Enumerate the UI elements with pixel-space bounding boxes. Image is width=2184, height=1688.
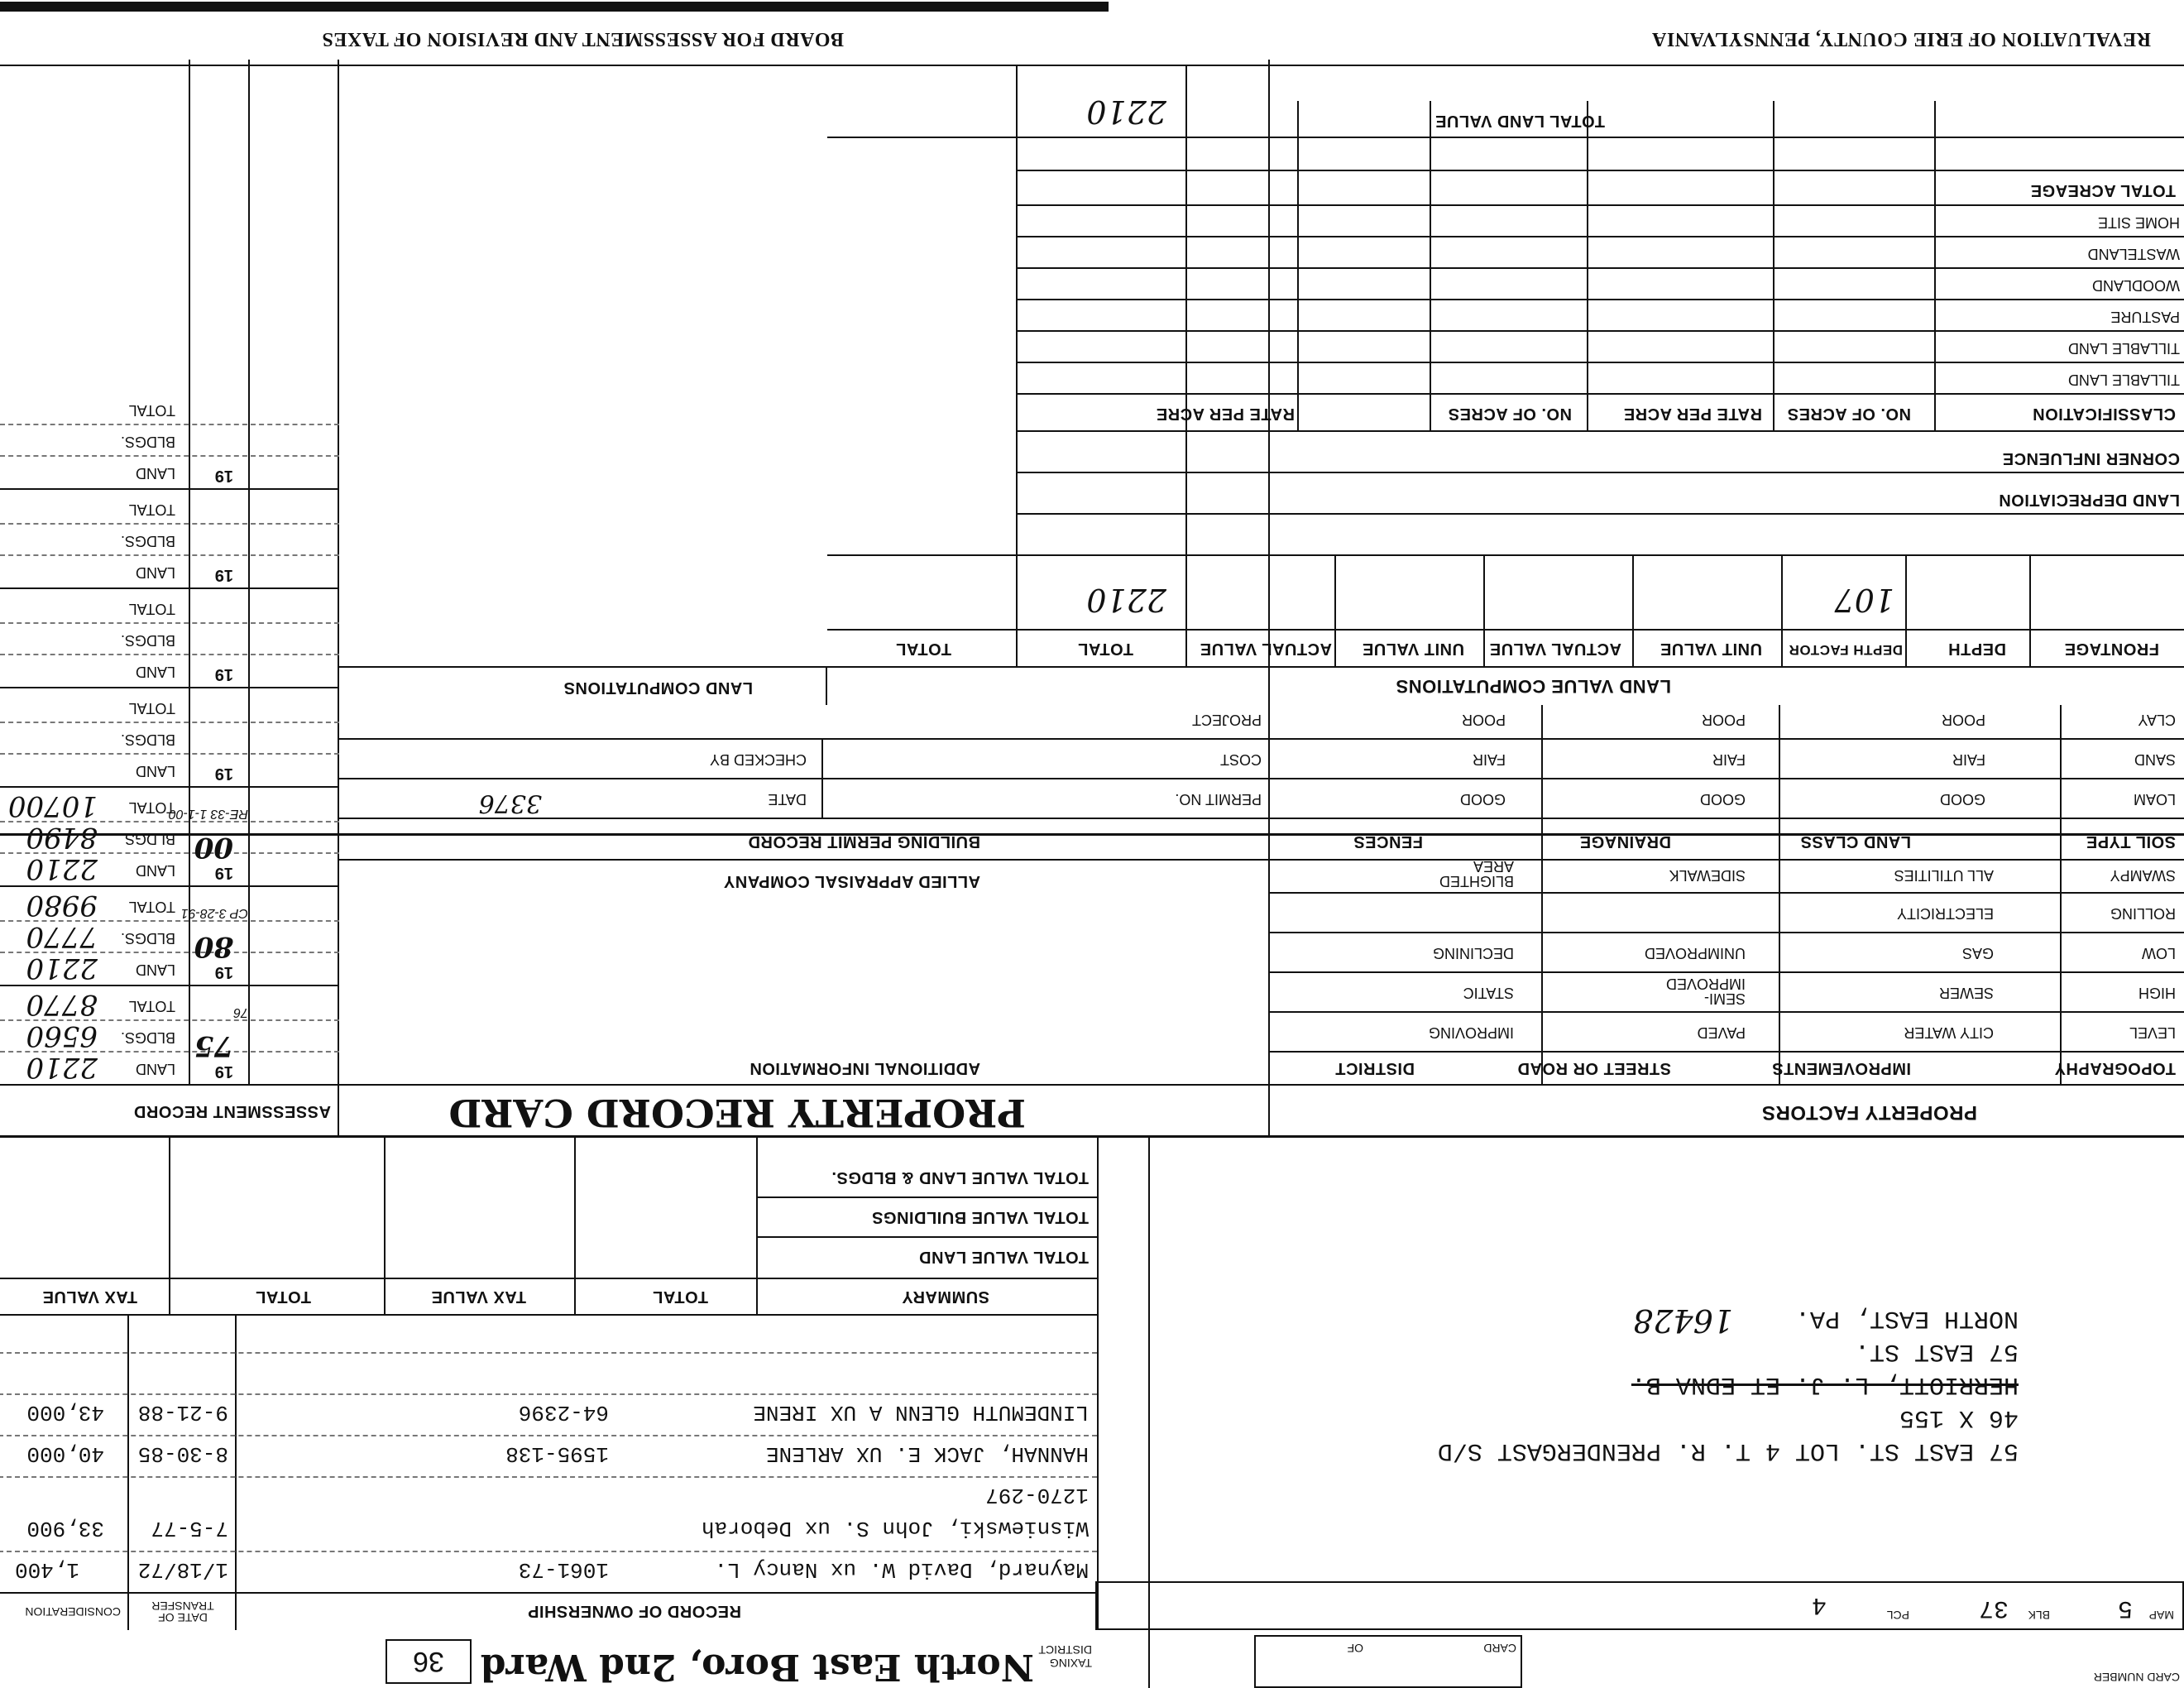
taxing-district: North East Boro, 2nd Ward <box>480 1646 1034 1688</box>
owner-2: Wisniewski, John S. ux Deborah <box>701 1516 1089 1541</box>
level: LEVEL <box>2129 1024 2176 1041</box>
permit-date-value: 3376 <box>478 789 542 818</box>
improving: IMPROVING <box>1428 1024 1514 1041</box>
property-factors-title: PROPERTY FACTORS <box>1761 1101 1977 1124</box>
sand: SAND <box>2134 751 2176 768</box>
owner-3: HANNAH, JACK E. UX ARLENE <box>765 1441 1089 1466</box>
col-fences: FENCES <box>1353 832 1423 851</box>
all-utilities: ALL UTILITIES <box>1894 867 1994 884</box>
assessment-bldgs-label: BLDGS. <box>120 533 175 549</box>
col-unit-value: UNIT VALUE <box>1660 640 1762 658</box>
summary-row-bldgs: TOTAL VALUE BUILDINGS <box>871 1208 1089 1226</box>
wasteland: WASTELAND <box>2087 246 2180 262</box>
permit-no-label: PERMIT NO. <box>1175 791 1262 808</box>
assessment-year-prefix: 19 <box>214 765 233 783</box>
col-classification: CLASSIFICATION <box>2032 405 2176 423</box>
col-total-2: TOTAL <box>895 640 951 658</box>
blk-label: BLK <box>2028 1609 2050 1622</box>
assessment-year-prefix: 19 <box>214 864 233 882</box>
col-actual-value-2: ACTUAL VALUE <box>1200 640 1332 658</box>
ownership-title: RECORD OF OWNERSHIP <box>527 1602 741 1620</box>
of-label: OF <box>1347 1642 1363 1655</box>
assessment-land-label: LAND <box>135 465 175 482</box>
col-actual-value: ACTUAL VALUE <box>1489 640 1621 658</box>
col-no-of-acres-2: NO. OF ACRES <box>1448 405 1572 423</box>
assessment-block <box>0 389 339 490</box>
total-acreage: TOTAL ACREAGE <box>2030 181 2176 199</box>
assessment-note: 76 <box>233 1005 248 1019</box>
sidewalk: SIDEWALK <box>1669 867 1746 884</box>
fair-3: FAIR <box>1472 751 1506 768</box>
assessment-total-value: 10700 <box>7 789 98 822</box>
sewer: SEWER <box>1938 985 1994 1001</box>
static: STATIC <box>1463 985 1514 1001</box>
assessment-block <box>0 985 339 1086</box>
consideration-col: CONSIDERATION <box>25 1605 121 1618</box>
col-street-or-road: STREET OR ROAD <box>1517 1059 1671 1077</box>
assessment-year-prefix: 19 <box>214 566 233 584</box>
col-soil-type: SOIL TYPE <box>2086 832 2176 851</box>
assessment-land-value: 2210 <box>26 1051 98 1084</box>
date-4: 9-21-88 <box>137 1400 228 1425</box>
unimproved: UNIMPROVED <box>1644 945 1746 961</box>
assessment-record-title: ASSESSMENT RECORD <box>133 1102 331 1120</box>
tillable-land-1: TILLABLE LAND <box>2067 372 2180 388</box>
col-drainage: DRAINAGE <box>1579 832 1671 851</box>
assessment-total-value: 9980 <box>26 889 98 922</box>
col-depth-factor: DEPTH FACTOR <box>1789 642 1903 658</box>
total-land-value-label: TOTAL LAND VALUE <box>1434 112 1605 130</box>
assessment-note: CP 3-28-91 <box>180 906 248 920</box>
project-label: PROJECT <box>1191 712 1262 728</box>
corner-influence: CORNER INFLUENCE <box>2002 449 2180 468</box>
assessment-bldgs-label: BLDGS. <box>120 1029 175 1046</box>
good-2: GOOD <box>1699 791 1746 808</box>
col-frontage: FRONTAGE <box>2064 640 2159 658</box>
fair-2: FAIR <box>1712 751 1746 768</box>
assessment-block <box>0 587 339 688</box>
summary-row-land-bldgs: TOTAL VALUE LAND & BLDGS. <box>831 1168 1089 1187</box>
col-total: TOTAL <box>1077 640 1133 658</box>
poor-3: POOR <box>1461 712 1506 728</box>
assessment-land-label: LAND <box>135 564 175 581</box>
land-depreciation: LAND DEPRECIATION <box>1998 491 2180 509</box>
col-topography: TOPOGRAPHY <box>2054 1059 2176 1077</box>
legal-description: 57 EAST ST. LOT 4 T. R. PRENDERGAST S/D <box>1437 1436 2019 1465</box>
additional-info-section <box>339 705 1270 1086</box>
blighted-area: BLIGHTED AREA <box>1439 858 1514 890</box>
assessment-total-label: TOTAL <box>128 998 175 1014</box>
taxing-district-label: TAXING DISTRICT <box>1038 1643 1092 1670</box>
card-number-label: CARD NUMBER <box>2093 1671 2180 1684</box>
consideration-1: 1,400 <box>14 1557 79 1582</box>
assessment-bldgs-label: BLDGS. <box>120 930 175 947</box>
semi-improved: SEMI-IMPROVED <box>1665 976 1746 1007</box>
map-label: MAP <box>2148 1609 2174 1622</box>
assessment-total-label: TOTAL <box>128 501 175 518</box>
rolling: ROLLING <box>2110 905 2176 922</box>
previous-owner: HERRIOTT, L. J. ET EDNA B. <box>1631 1370 2019 1398</box>
checked-by-label: CHECKED BY <box>709 751 807 768</box>
col-unit-value-2: UNIT VALUE <box>1362 640 1464 658</box>
assessment-land-label: LAND <box>135 1061 175 1077</box>
card-box <box>1254 1635 1522 1688</box>
assessment-total-value: 8770 <box>26 988 98 1021</box>
col-improvements: IMPROVEMENTS <box>1771 1059 1911 1077</box>
consideration-2: 33,900 <box>26 1516 104 1541</box>
assessment-block <box>0 488 339 589</box>
assessment-block <box>0 885 339 986</box>
assessment-land-label: LAND <box>135 862 175 879</box>
assessment-year-prefix: 19 <box>214 467 233 485</box>
assessment-total-label: TOTAL <box>128 700 175 717</box>
assessment-land-label: LAND <box>135 664 175 680</box>
summary-title: SUMMARY <box>901 1288 989 1306</box>
permit-cost-label: COST <box>1219 751 1262 768</box>
map-blk-pcl-row <box>1095 1581 2184 1630</box>
assessment-bldgs-label: BLDGS. <box>120 831 175 847</box>
high: HIGH <box>2138 985 2176 1001</box>
assessment-total-label: TOTAL <box>128 899 175 915</box>
assessment-land-value: 2210 <box>26 952 98 985</box>
woodland: WOODLAND <box>2091 277 2180 294</box>
land-value-computations-band <box>339 666 2184 705</box>
deed-4: 64-2396 <box>518 1400 609 1425</box>
clay: CLAY <box>2138 712 2176 728</box>
deed-1: 1061-73 <box>518 1557 609 1582</box>
ownership-section <box>0 1138 1099 1630</box>
assessment-year-prefix: 19 <box>214 665 233 683</box>
assessment-year-prefix: 19 <box>214 963 233 981</box>
assessment-bldgs-value: 6560 <box>26 1019 98 1053</box>
poor-1: POOR <box>1941 712 1985 728</box>
property-factors-grid <box>1270 705 2184 1086</box>
land-grid <box>827 66 2184 668</box>
declining: DECLINING <box>1432 945 1514 961</box>
assessment-year: 75 <box>194 1029 233 1062</box>
assessment-land-label: LAND <box>135 961 175 978</box>
pcl-label: PCL <box>1886 1609 1909 1622</box>
summary-tax-value-col-2: TAX VALUE <box>42 1288 137 1306</box>
col-land-class: LAND CLASS <box>1800 832 1911 851</box>
revaluation-title: REVALUATION OF ERIE COUNTY, PENNSYLVANIA <box>1651 28 2151 50</box>
land-value-computations-title: LAND VALUE COMPUTATIONS <box>1396 676 1671 697</box>
board-title: BOARD FOR ASSESSMENT AND REVISION OF TAXES <box>322 28 844 50</box>
card-label: CARD <box>1483 1642 1516 1655</box>
deed-3: 1595-138 <box>505 1441 609 1466</box>
map-value: 5 <box>2117 1594 2133 1622</box>
assessment-total-label: TOTAL <box>128 799 175 816</box>
assessment-block <box>0 786 339 887</box>
assessment-year: 80 <box>194 930 233 963</box>
swampy: SWAMPY <box>2110 867 2176 884</box>
owner-4: LINDEMUTH GLENN A UX IRENE <box>753 1400 1089 1425</box>
good-1: GOOD <box>1939 791 1985 808</box>
assessment-bldgs-label: BLDGS. <box>120 731 175 748</box>
deed-2: 1270-297 <box>985 1483 1089 1508</box>
home-site: HOME SITE <box>2097 214 2180 231</box>
summary-total-col-2: TOTAL <box>255 1288 311 1306</box>
assessment-block <box>0 687 339 788</box>
assessment-total-label: TOTAL <box>128 601 175 617</box>
loam: LOAM <box>2133 791 2176 808</box>
consideration-3: 40,000 <box>26 1441 104 1466</box>
gas: GAS <box>1961 945 1994 961</box>
assessment-land-value: 2210 <box>26 852 98 885</box>
assessment-land-label: LAND <box>135 763 175 779</box>
property-record-card-title: PROPERTY RECORD CARD <box>448 1091 1026 1135</box>
assessment-year: 00 <box>194 831 233 864</box>
summary-row-land: TOTAL VALUE LAND <box>918 1248 1089 1266</box>
consideration-4: 43,000 <box>26 1400 104 1425</box>
pasture: PASTURE <box>2110 309 2180 325</box>
permit-date-label: DATE <box>768 791 807 808</box>
col-district: DISTRICT <box>1334 1059 1415 1077</box>
allied-appraisal: ALLIED APPRAISAL COMPANY <box>723 872 980 890</box>
low: LOW <box>2141 945 2176 961</box>
assessment-year-prefix: 19 <box>214 1062 233 1081</box>
land-total-value: 2210 <box>1086 582 1166 618</box>
summary-total-col: TOTAL <box>652 1288 708 1306</box>
pcl-value: 4 <box>1811 1590 1827 1618</box>
assessment-bldgs-label: BLDGS. <box>120 632 175 649</box>
poor-2: POOR <box>1701 712 1746 728</box>
assessment-note: RE-33 1-1-00 <box>168 807 248 821</box>
land-computations-title: LAND COMPUTATIONS <box>563 679 753 697</box>
date-2: 7-5-77 <box>151 1516 228 1541</box>
paved: PAVED <box>1697 1024 1746 1041</box>
assessment-bldgs-value: 7770 <box>26 920 98 953</box>
electricity: ELECTRICITY <box>1896 905 1994 922</box>
total-land-value: 2210 <box>1086 94 1166 130</box>
good-3: GOOD <box>1459 791 1506 808</box>
address-line1: 57 EAST ST. <box>1854 1337 2019 1365</box>
assessment-bldgs-value: 8490 <box>26 821 98 854</box>
col-depth: DEPTH <box>1947 640 2006 658</box>
summary-tax-value-col: TAX VALUE <box>431 1288 526 1306</box>
fair-1: FAIR <box>1952 751 1985 768</box>
zip-handwritten: 16428 <box>1633 1302 1733 1339</box>
assessment-bldgs-label: BLDGS. <box>120 434 175 450</box>
tillable-land-2: TILLABLE LAND <box>2067 340 2180 357</box>
additional-information-title: ADDITIONAL INFORMATION <box>749 1059 980 1077</box>
blk-value: 37 <box>1978 1594 2009 1622</box>
col-rate-per-acre-2: RATE PER ACRE <box>1156 405 1295 423</box>
col-rate-per-acre: RATE PER ACRE <box>1623 405 1762 423</box>
depth-factor-value: 107 <box>1834 582 1894 618</box>
date-1: 1/18/72 <box>137 1557 228 1582</box>
date-of-transfer-col: DATE OF TRANSFER <box>151 1599 214 1624</box>
building-permit-record-title: BUILDING PERMIT RECORD <box>748 832 980 851</box>
lot-dimensions: 46 X 155 <box>1899 1403 2019 1431</box>
date-3: 8-30-85 <box>137 1441 228 1466</box>
city-water: CITY WATER <box>1904 1024 1994 1041</box>
assessment-total-label: TOTAL <box>128 402 175 419</box>
top-black-bar <box>0 2 1109 12</box>
address-line2: NORTH EAST, PA. <box>1794 1304 2019 1332</box>
owner-1: Maynard, David W. ux Nancy L. <box>714 1557 1089 1582</box>
district-code: 36 <box>386 1639 472 1684</box>
col-no-of-acres: NO. OF ACRES <box>1787 405 1911 423</box>
title-band <box>0 1084 2184 1135</box>
